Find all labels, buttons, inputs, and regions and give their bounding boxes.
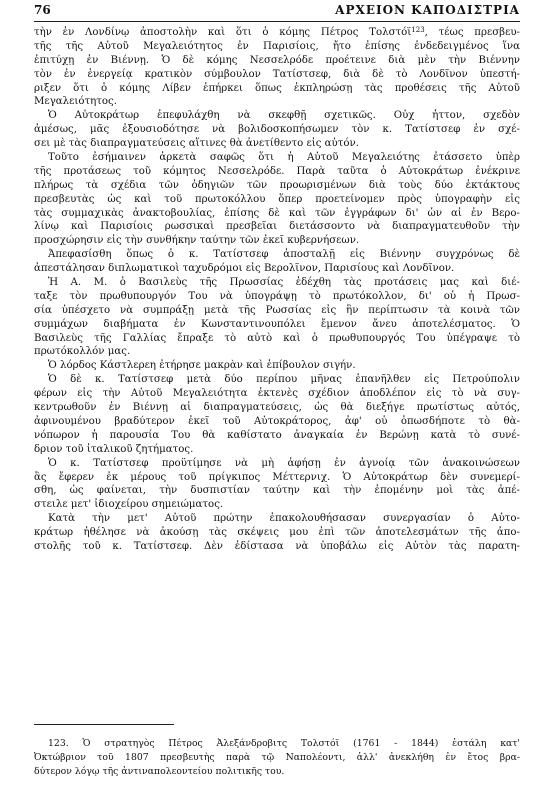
footnote bbox=[34, 738, 520, 780]
text-line: ἐπιτύχῃ ἐν Βιέννῃ. Ὁ δὲ κόμης Νεσσελρόδε προέτεινε διὰ μὲν τὴν Βιέννην bbox=[34, 54, 520, 66]
text-line: τῆς προτάσεως τοῦ κόμητος Νεσσελρόδε. Παρὰ ταῦτα ὁ Αὐτοκράτωρ ἐνέκρινε bbox=[34, 165, 520, 177]
text-line: προσχώρησιν εἰς τὴν συνθήκην ταύτην τῶν ἐκεῖ κυβερνήσεων. bbox=[34, 235, 360, 247]
text-line: ἀπεστάλησαν διπλωματικοὶ ταχυδρόμοι εἰς Βερολῖνον, Παρισίους καὶ Λονδῖνον. bbox=[34, 263, 455, 275]
page-header bbox=[34, 3, 520, 22]
text-line: πρωτόκολλόν μας. bbox=[34, 346, 131, 358]
text-line: Ὁ Αὐτοκράτωρ ἐπεφυλάχθη νὰ σκεφθῇ σχετικῶς. Οὐχ ἧττον, σχεδὸν bbox=[48, 110, 520, 122]
text-line: Ὁ λόρδος Κάστλερεη ἐτήρησε μακρὰν καὶ ἐπίβουλον σιγήν. bbox=[48, 360, 356, 372]
text-line: δριον τοῦ ἰταλικοῦ ζητήματος. bbox=[34, 443, 194, 455]
footnote-number: 123. bbox=[48, 738, 69, 749]
text-line: λίνῳ καὶ Παρισίοις ρωσσικαὶ πρεσβεῖαι διετάσσοντο νὰ διαπραγματευθοῦν τὴν bbox=[34, 221, 520, 233]
page-number: 76 bbox=[34, 3, 51, 17]
footnote-line: δύτερον λόγῳ τῆς ἀντιναπολεοντείου πολιτικῆς του. bbox=[34, 765, 285, 777]
footnote-reference: 123 bbox=[411, 26, 425, 34]
body-text bbox=[34, 26, 520, 554]
text-line: νόπωρον ἡ παρουσία Του θὰ καθίστατο ἀναγκαία ἐν Βερώνῃ κατὰ τὸ συνέ- bbox=[34, 429, 520, 441]
text-line: Τοῦτο ἐσήμαινεν ἀρκετὰ σαφῶς ὅτι ἡ Αὐτοῦ Μεγαλειότης ἐτάσσετο ὑπὲρ bbox=[48, 152, 520, 164]
text-line: πρεσβευτὰς ὡς καὶ τοῦ πρωτοκόλλου ὅπερ προετείνομεν πρὸς ὑπογραφὴν εἰς bbox=[34, 193, 520, 205]
footnote-line: Ὀκτώβριον τοῦ 1807 πρεσβευτὴς παρὰ τῷ Ναπολέοντι, ἀλλ' ἀνεκλήθη ἐν ἔτος βρα- bbox=[34, 751, 520, 763]
text-line: ἃς ἔφερεν ἐκ μέρους τοῦ πρίγκιπος Μέττερνιχ. Ὁ Αὐτοκράτωρ δὲν συνεμερί- bbox=[34, 471, 520, 483]
running-title: ΑΡΧΕΙΟΝ ΚΑΠΟΔΙΣΤΡΙΑ bbox=[335, 3, 520, 17]
footnote-line: 123. Ὁ στρατηγὸς Πέτρος Ἀλεξάνδροβιτς Τολστόϊ (1761 - 1844) ἐστάλη κατ' bbox=[48, 738, 520, 749]
text-line: Κατὰ τὴν μετ' Αὐτοῦ πρώτην ἐπακολουθήσασαν συνεργασίαν ὁ Αὐτο- bbox=[48, 513, 520, 525]
text-line: ταξε τὸν πρωθυπουργόν Του νὰ ὑπογράψῃ τὸ πρωτόκολλον, δι' οὗ ἡ Πρωσ- bbox=[34, 290, 520, 302]
text-line: Ὁ κ. Τατίστσεφ προϋτίμησε νὰ μὴ ἀφήσῃ ἐν ἀγνοίᾳ τῶν ἀνακοινώσεων bbox=[48, 457, 520, 469]
text-line: ριξεν ὅτι ὁ κόμης Λίβεν ἐπήρκει ὅπως ἐκπληρώσῃ τὰς προθέσεις τῆς Αὐτοῦ bbox=[34, 82, 520, 94]
text-line: Μεγαλειότητος. bbox=[34, 96, 117, 108]
text-line: Ὁ δὲ κ. Τατίστσεφ μετὰ δύο περίπου μῆνας ἐπανῆλθεν εἰς Πετρούπολιν bbox=[48, 374, 520, 386]
text-line: τὰς συμμαχικὰς ἀνακτοβουλίας, ἐπίσης δὲ καὶ τῶν ἐγγράφων δι' ὧν αἱ ἐν Βερο- bbox=[34, 207, 520, 219]
text-line: στολῆς τοῦ κ. Τατίστσεφ. Δὲν ἐδίστασα νὰ ὑποβάλω εἰς Αὐτὸν τὰς παρατη- bbox=[34, 540, 520, 552]
text-line: σθη, ὡς φαίνεται, τὴν δυσπιστίαν ταύτην καὶ τὴν ἐπομένην μοὶ τὰς ἀπέ- bbox=[34, 485, 520, 497]
text-line: τὸν ἐν ἐνεργείᾳ κρατικὸν σύμβουλον Τατίστσεφ, διὰ δὲ τὸ Λονδῖνον ὑπεστή- bbox=[34, 68, 520, 80]
text-line: τὴν ἐν Λονδίνῳ ἀποστολὴν καὶ ὅτι ὁ κόμης Πέτρος Τολστόϊ$^{123}$, τέως πρεσβευ- bbox=[34, 26, 520, 38]
text-line: στειλε μετ' ἰδιοχείρου σημειώματος. bbox=[34, 499, 224, 511]
text-line: Βασιλεὺς τῆς Γαλλίας ἔπραξε τὸ αὐτὸ καὶ ὁ πρωθυπουργός Του ὑπέγραψε τὸ bbox=[34, 332, 520, 344]
text-line: κράτωρ ἠθέλησε νὰ ἀκούσῃ τὰς σκέψεις μου ἐπὶ τῶν ἀποτελεσμάτων τῆς ἀπο- bbox=[34, 527, 520, 539]
text-line: ἀμέσως, μᾶς ἐξουσιοδότησε νὰ βολιδοσκοπήσωμεν τὸν κ. Τατίστσεφ ἐν σχέ- bbox=[34, 124, 520, 136]
text-line: σει μὲ τὰς διαπραγματεύσεις αἵτινες θὰ ἀνετίθεντο εἰς αὐτόν. bbox=[34, 138, 359, 150]
footnote-divider bbox=[34, 724, 174, 725]
text-line: φέρων εἰς τὴν Αὐτοῦ Μεγαλειότητα ἐκτενὲς σχέδιον ἀποδλέπον εἰς τὸ νὰ συγ- bbox=[34, 388, 520, 400]
text-line: πλήρως τὰ σχέδια τῶν ὁδηγιῶν τῶν προωρισμένων διὰ τοὺς δύο ἐκτάκτους bbox=[34, 179, 520, 191]
text-line: Ἡ Α. Μ. ὁ Βασιλεὺς τῆς Πρωσσίας ἐδέχθη τὰς προτάσεις μας καὶ διέ- bbox=[48, 277, 520, 289]
text-line: κεντρωθοῦν ἐν Βιέννῃ αἱ διαπραγματεύσεις, ὡς θὰ διεξήγε πρωτίστως αὐτός, bbox=[34, 402, 520, 414]
text-line: τῆς τῆς Αὐτοῦ Μεγαλειότητος ἐν Παρισίοις, ἤτο ἐπίσης ἐνδεδειγμένος ἵνα bbox=[34, 40, 520, 52]
text-line: ἀφινουμένου βραδύτερον ἐκεῖ τοῦ Αὐτοκράτορος, ἀφ' οὗ ὁπωσδήποτε τὸ θὰ- bbox=[34, 415, 520, 427]
text-line: συμμάχων διαβήματα ἐν Κωνσταντινουπόλει ἔμενον ἄνευ ἀποτελέσματος. Ὁ bbox=[34, 318, 520, 330]
text-line: Ἀπεφασίσθη ὅπως ὁ κ. Τατίστσεφ ἀποσταλῇ εἰς Βιέννην συγχρόνως δὲ bbox=[48, 249, 520, 261]
text-line: σία ὑπέσχετο νὰ συμπράξῃ μετὰ τῆς Ρωσσίας εἰς ἣν περίπτωσιν τὰ κοινὰ τῶν bbox=[34, 304, 520, 316]
